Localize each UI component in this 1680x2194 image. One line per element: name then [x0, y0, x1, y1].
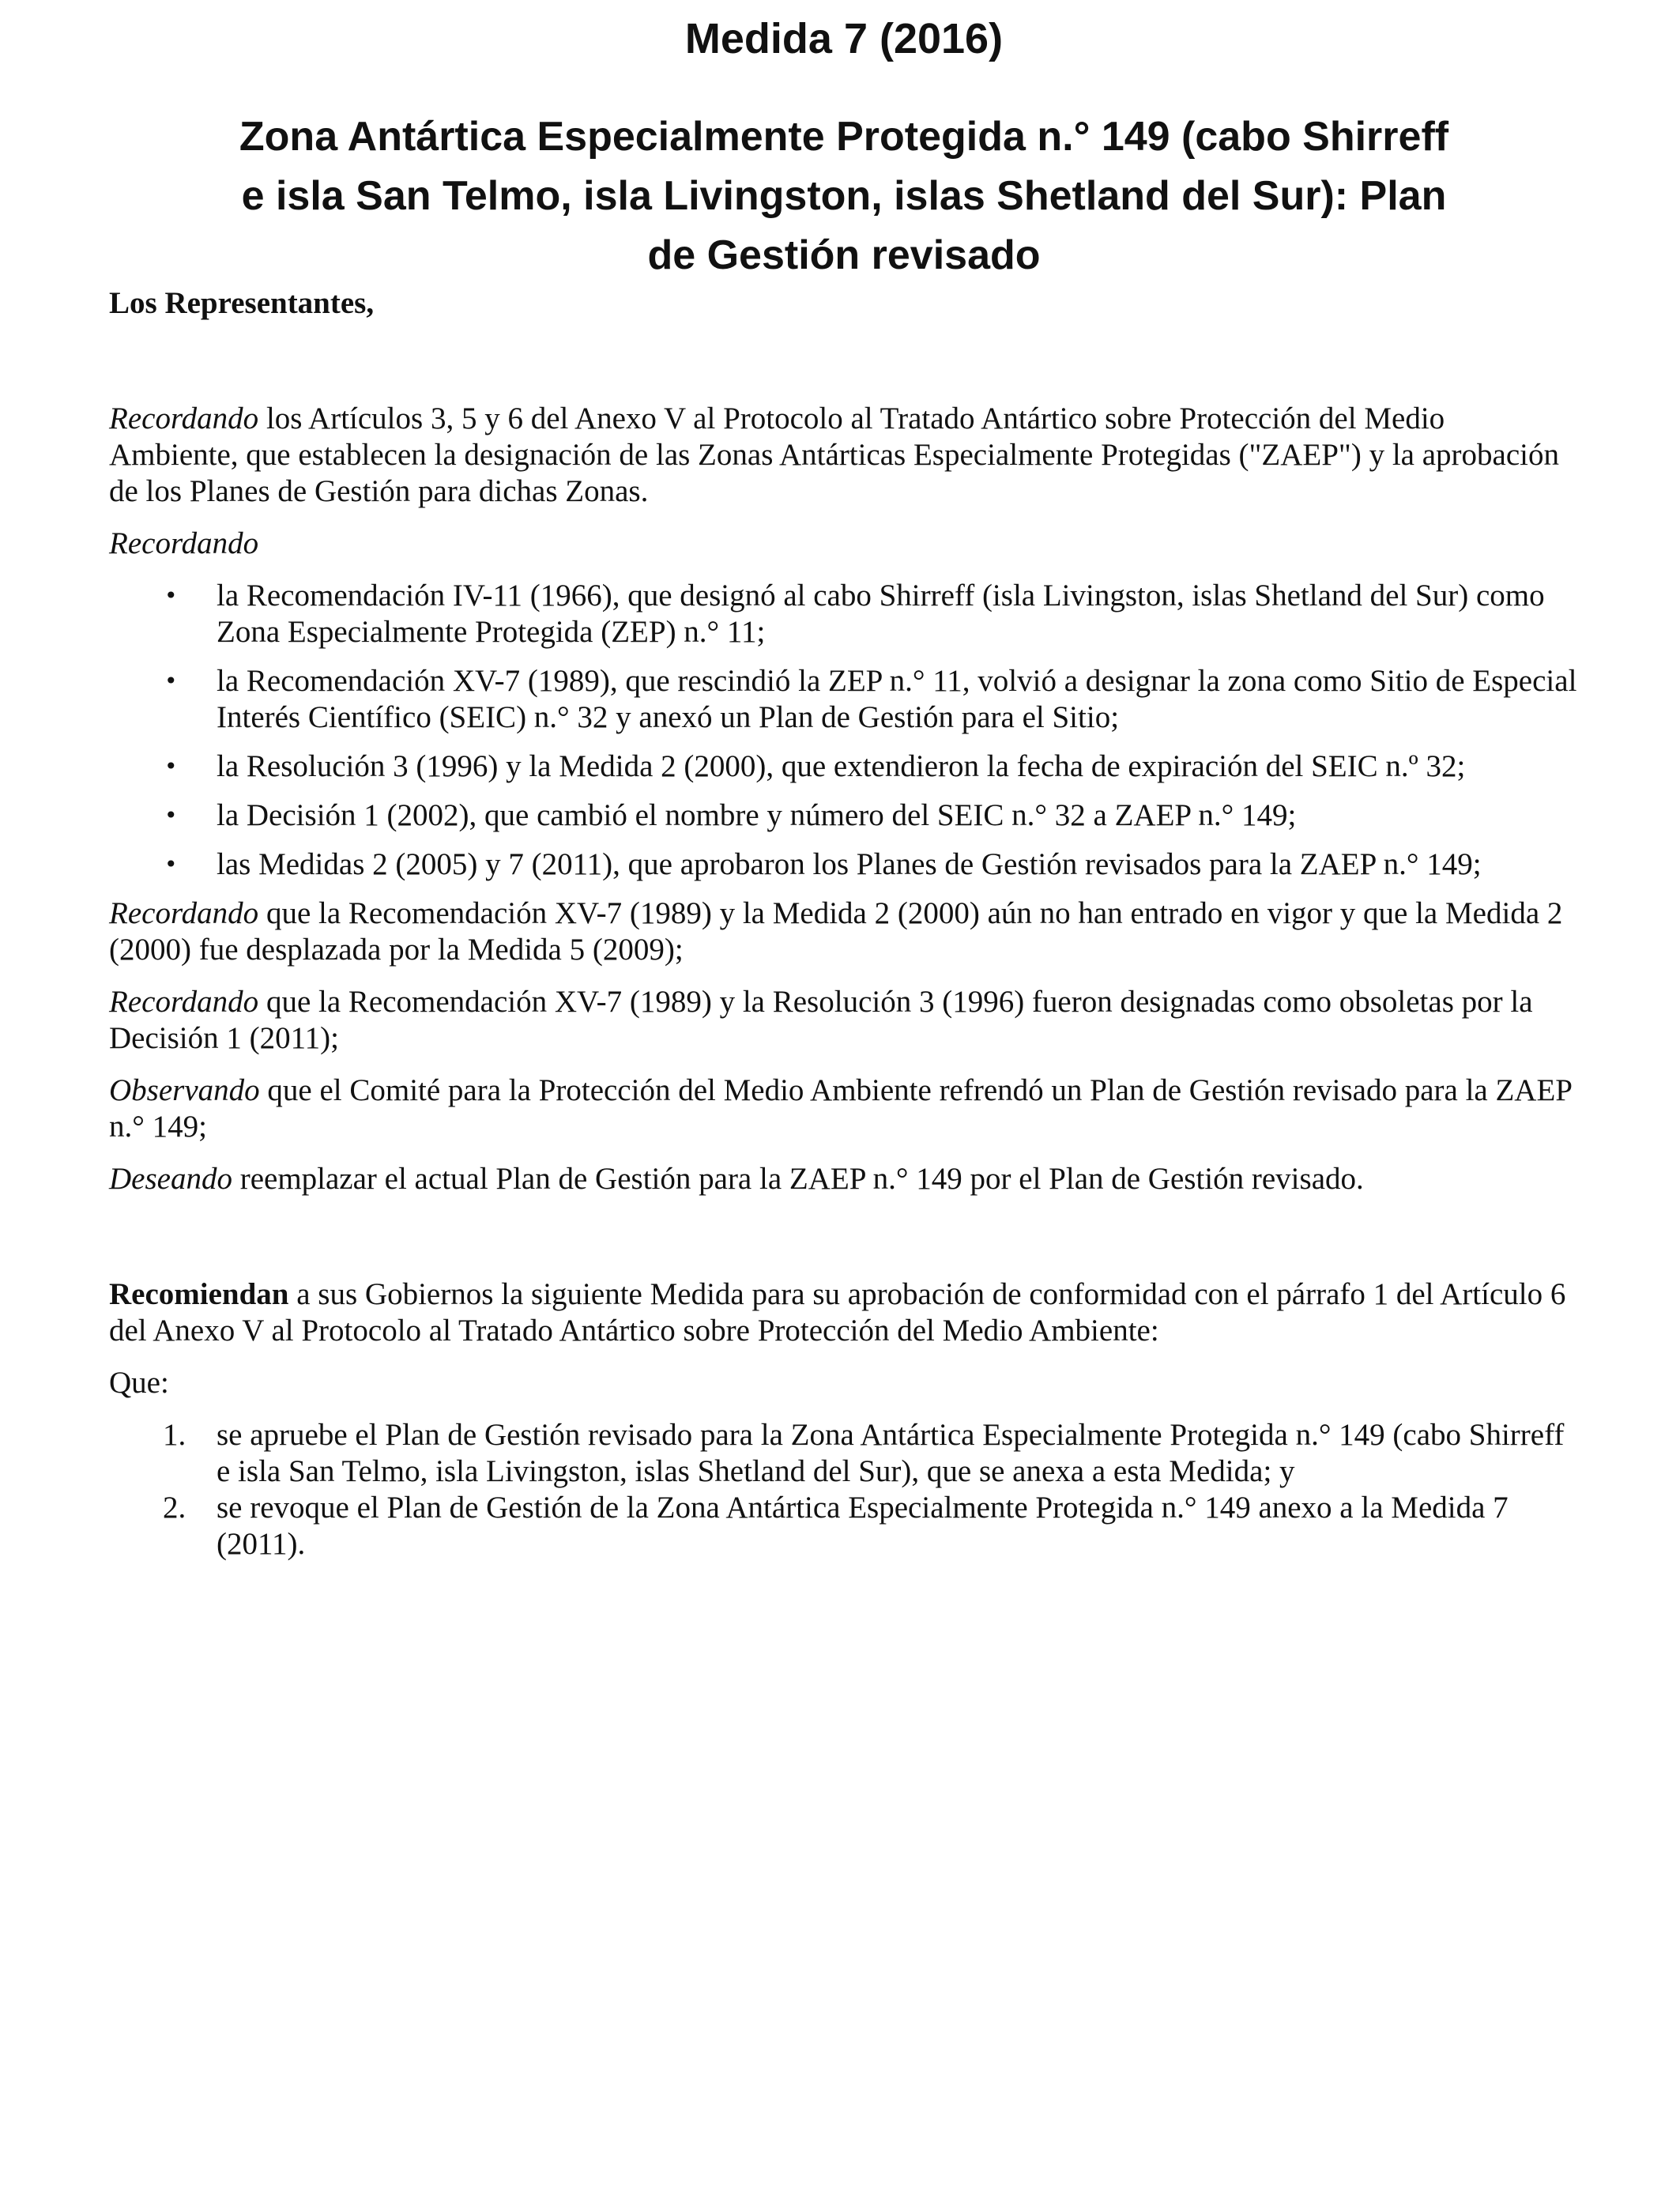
list-number: 1.: [163, 1418, 186, 1452]
subtitle-line-2: e isla San Telmo, isla Livingston, islas Shetland del Sur): Plan: [241, 173, 1447, 219]
list-item: [109, 1490, 1579, 1563]
opening-line: Los Representantes,: [109, 286, 375, 320]
bullet-icon: •: [164, 802, 178, 828]
operative-paragraph: [109, 1276, 1579, 1349]
paragraph-lead: Recordando: [109, 896, 259, 930]
list-item: [109, 846, 1579, 883]
list-item: [109, 663, 1579, 736]
paragraph-text: que la Recomendación XV-7 (1989) y la Medida 2 (2000) aún no han entrado en vigor y que la Medida 2 (2000) fue desplazada por la Medida 5 (2009);: [109, 896, 1563, 967]
subtitle-line-3: de Gestión revisado: [647, 232, 1041, 278]
paragraph-lead: Recordando: [109, 526, 259, 560]
document-page: [109, 0, 1579, 1563]
paragraph-lead: Deseando: [109, 1162, 232, 1196]
recordando-bullet-list: [109, 578, 1579, 883]
list-item: [109, 1417, 1579, 1490]
list-item-text: se revoque el Plan de Gestión de la Zona Antártica Especialmente Protegida n.° 149 anexo a la Medida 7 (2011).: [217, 1491, 1509, 1561]
list-item: [109, 748, 1579, 785]
operative-numbered-list: [109, 1417, 1579, 1563]
preamble-paragraph-5: [109, 1072, 1579, 1145]
preamble-paragraph-6: [109, 1161, 1579, 1197]
document-body: [109, 285, 1579, 1563]
paragraph-lead: Recomiendan: [109, 1277, 289, 1311]
bullet-icon: •: [164, 851, 178, 877]
paragraph-lead: Recordando: [109, 401, 259, 435]
list-item-text: se apruebe el Plan de Gestión revisado para la Zona Antártica Especialmente Protegida n.° 149 (cabo Shirreff e isla San Telmo, isla Livingston, islas Shetland del Sur), que se anexa a esta Medida; y: [217, 1418, 1565, 1488]
bullet-icon: •: [164, 582, 178, 609]
list-number: 2.: [163, 1491, 186, 1525]
document-title: Medida 7 (2016): [684, 15, 1004, 62]
list-item-text: las Medidas 2 (2005) y 7 (2011), que aprobaron los Planes de Gestión revisados para la ZAEP n.° 149;: [217, 847, 1482, 881]
list-item-text: la Resolución 3 (1996) y la Medida 2 (2000), que extendieron la fecha de expiración del SEIC n.º 32;: [217, 749, 1466, 783]
paragraph-lead: Observando: [109, 1073, 260, 1107]
paragraph-text: los Artículos 3, 5 y 6 del Anexo V al Protocolo al Tratado Antártico sobre Protección del Medio Ambiente, que establecen la designación de las Zonas Antárticas Especialmente Protegidas ("ZAEP") y la aprobación de los Planes de Gestión para dichas Zonas.: [109, 401, 1559, 508]
list-item-text: la Recomendación IV-11 (1966), que designó al cabo Shirreff (isla Livingston, islas Shetland del Sur) como Zona Especialmente Protegida (ZEP) n.° 11;: [217, 579, 1545, 649]
list-item-text: la Recomendación XV-7 (1989), que rescindió la ZEP n.° 11, volvió a designar la zona como Sitio de Especial Interés Científico (SEIC) n.° 32 y anexó un Plan de Gestión para el Sitio;: [217, 664, 1577, 734]
bullet-icon: •: [164, 753, 178, 779]
list-item: [109, 578, 1579, 650]
preamble-paragraph-1: [109, 401, 1579, 510]
subtitle-line-1: Zona Antártica Especialmente Protegida n.° 149 (cabo Shirreff: [239, 114, 1449, 160]
list-item: [109, 797, 1579, 834]
bullet-icon: •: [164, 668, 178, 694]
preamble-paragraph-3: [109, 895, 1579, 968]
list-item-text: la Decisión 1 (2002), que cambió el nombre y número del SEIC n.° 32 a ZAEP n.° 149;: [217, 798, 1297, 832]
preamble-paragraph-4: [109, 984, 1579, 1057]
que-label: Que:: [109, 1366, 169, 1400]
preamble-paragraph-2-lead: [109, 526, 1579, 562]
paragraph-text: que el Comité para la Protección del Medio Ambiente refrendó un Plan de Gestión revisado para la ZAEP n.° 149;: [109, 1073, 1572, 1144]
paragraph-lead: Recordando: [109, 985, 259, 1019]
paragraph-text: reemplazar el actual Plan de Gestión para la ZAEP n.° 149 por el Plan de Gestión revisado.: [232, 1162, 1364, 1196]
paragraph-text: a sus Gobiernos la siguiente Medida para su aprobación de conformidad con el párrafo 1 del Artículo 6 del Anexo V al Protocolo al Tratado Antártico sobre Protección del Medio Ambiente:: [109, 1277, 1566, 1348]
paragraph-text: que la Recomendación XV-7 (1989) y la Resolución 3 (1996) fueron designadas como obsoletas por la Decisión 1 (2011);: [109, 985, 1533, 1055]
document-subtitle: [109, 107, 1579, 285]
